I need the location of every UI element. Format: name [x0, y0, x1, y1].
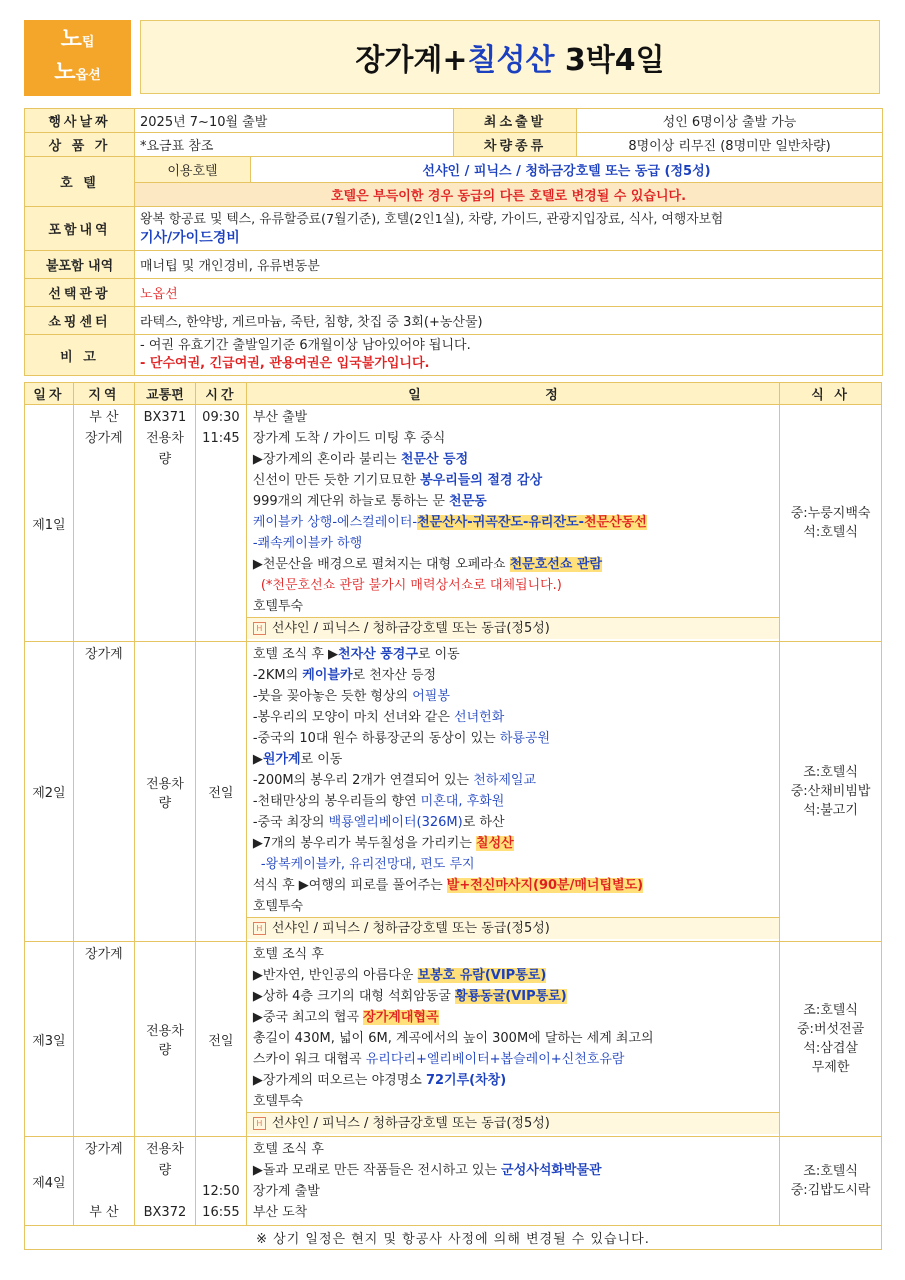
note-1: - 여권 유효기간 출발일기준 6개월이상 남아있어야 됩니다. — [140, 338, 471, 353]
hotel-icon: H — [253, 922, 266, 935]
flight: BX371 — [143, 410, 187, 425]
option-value: 노옵션 — [135, 279, 883, 307]
hotel-row: H 선샤인 / 피닉스 / 청하금강호텔 또는 동급(정5성) — [247, 617, 779, 639]
region: 장가계 — [85, 431, 123, 446]
schedule-table — [24, 382, 882, 1250]
page-title: 장가계+ 칠성산 3박4일 — [140, 20, 880, 94]
time: 12:50 — [202, 1184, 240, 1199]
time: 16:55 — [202, 1205, 240, 1220]
day-row — [25, 405, 882, 642]
hdr-date: 일자 — [25, 383, 74, 405]
time: 전일 — [195, 942, 246, 1137]
day-row — [25, 642, 882, 942]
incl-value-2: 기사/가이드경비 — [140, 229, 240, 246]
flight: BX372 — [143, 1205, 187, 1220]
itinerary: 부산 출발 장가계 도착 / 가이드 미팅 후 중식 ▶장가계의 혼이라 불리는 천문산 등정 신선이 만든 듯한 기기묘묘한 봉우리들의 절경 감상 999개의 계단위 하늘로 통하는 문 천문동 케이블카 상행-에스컬레이터-천문산사-귀곡잔도-유리잔도-천문산동선 -쾌속케이블카 하행 ▶천문산을 배경으로 펼쳐지는 대형 오페라쇼 천문호선쇼 관람 (*천문호선쇼 관람 불가시 매력상서쇼로 대체됩니다.) 호텔투숙 H 선샤인 / 피닉스 / 청하금강호텔 또는 동급(정5성) — [246, 405, 779, 642]
hdr-time: 시간 — [195, 383, 246, 405]
region: 부 산 — [89, 410, 119, 425]
meal: 조:호텔식 중:버섯전골 석:삼겹살 무제한 — [780, 942, 882, 1137]
time: 09:30 — [202, 410, 240, 425]
day-label: 제3일 — [25, 942, 74, 1137]
excl-value: 매너팁 및 개인경비, 유류변동분 — [135, 251, 883, 279]
region: 장가계 — [73, 642, 134, 942]
vehicle-label: 차량종류 — [454, 133, 577, 157]
meal: 중:누룽지백숙 석:호텔식 — [780, 405, 882, 642]
date-value: 2025년 7~10월 출발 — [135, 109, 454, 133]
excl-label: 불포함 내역 — [25, 251, 135, 279]
itinerary: 호텔 조식 후 ▶반자연, 반인공의 아름다운 보봉호 유람(VIP통로) ▶상하 4층 크기의 대형 석회암동굴 황룡동굴(VIP통로) ▶중국 최고의 협곡 장가계대협곡 총길이 430M, 넓이 6M, 계곡에서의 높이 300M에 달하는 세계 최고의 스카이 워크 대협곡 유리다리+엘리베이터+봅슬레이+신천호유람 ▶장가계의 떠오르는 야경명소 72기루(차창) 호텔투숙 H 선샤인 / 피닉스 / 청하금강호텔 또는 동급(정5성) — [246, 942, 779, 1137]
hotel-note: 호텔은 부득이한 경우 동급의 다른 호텔로 변경될 수 있습니다. — [135, 183, 883, 207]
hotel-icon: H — [253, 1117, 266, 1130]
itinerary: 호텔 조식 후 ▶돌과 모래로 만든 작품들은 전시하고 있는 군성사석화박물관 장가계 출발 부산 도착 — [246, 1137, 779, 1226]
logo: 노팁 노옵션 — [24, 20, 131, 96]
hotel-icon: H — [253, 622, 266, 635]
meal: 조:호텔식 중:김밥도시락 — [780, 1137, 882, 1226]
date-label: 행사날짜 — [25, 109, 135, 133]
transport: 전용차량 — [134, 642, 195, 942]
region: 장가계 — [85, 1142, 123, 1157]
incl-value: 왕복 항공료 및 텍스, 유류할증료(7월기준), 호텔(2인1실), 차량, 가이드, 관광지입장료, 식사, 여행자보험 — [140, 211, 724, 227]
footer-note: ※ 상기 일정은 현지 및 항공사 사정에 의해 변경될 수 있습니다. — [25, 1226, 882, 1250]
info-table — [24, 108, 883, 376]
hotel-row: H 선샤인 / 피닉스 / 청하금강호텔 또는 동급(정5성) — [247, 917, 779, 939]
shop-label: 쇼핑센터 — [25, 307, 135, 335]
day-row — [25, 1137, 882, 1226]
hotel-sub-label: 이용호텔 — [135, 157, 251, 183]
option-label: 선택관광 — [25, 279, 135, 307]
transport: 전용차량 — [146, 431, 184, 467]
transport: 전용차량 — [146, 1142, 184, 1178]
day-row — [25, 942, 882, 1137]
shop-value: 라텍스, 한약방, 게르마늄, 죽탄, 침향, 찻집 중 3회(+농산물) — [135, 307, 883, 335]
day-label: 제1일 — [25, 405, 74, 642]
hdr-transport: 교통편 — [134, 383, 195, 405]
time: 전일 — [195, 642, 246, 942]
hdr-meal: 식 사 — [780, 383, 882, 405]
itinerary: 호텔 조식 후 ▶천자산 풍경구로 이동 -2KM의 케이블카로 천자산 등정 -붓을 꽂아놓은 듯한 형상의 어필봉 -봉우리의 모양이 마치 선녀와 같은 선녀헌화 -중국의 10대 원수 하룡장군의 동상이 있는 하룡공원 ▶원가계로 이동 -200M의 봉우리 2개가 연결되어 있는 천하제일교 -천태만상의 봉우리들의 향연 미혼대, 후화원 -중국 최장의 백룡엘리베이터(326M)로 하산 ▶7개의 봉우리가 북두칠성을 가리키는 칠성산 -왕복케이블카, 유리전망대, 편도 루지 석식 후 ▶여행의 피로를 풀어주는 발+전신마사지(90분/매너팁별도) 호텔투숙 H 선샤인 / 피닉스 / 청하금강호텔 또는 동급(정5성) — [246, 642, 779, 942]
hdr-region: 지역 — [73, 383, 134, 405]
hotel-label: 호 텔 — [25, 157, 135, 207]
note-label: 비 고 — [25, 335, 135, 376]
min-label: 최소출발 — [454, 109, 577, 133]
note-2: - 단수여권, 긴급여권, 관용여권은 입국불가입니다. — [140, 356, 430, 371]
time: 11:45 — [202, 431, 240, 446]
incl-label: 포함내역 — [25, 207, 135, 251]
region: 부 산 — [89, 1205, 119, 1220]
hotel-row: H 선샤인 / 피닉스 / 청하금강호텔 또는 동급(정5성) — [247, 1112, 779, 1134]
min-value: 성인 6명이상 출발 가능 — [577, 109, 883, 133]
transport: 전용차량 — [134, 942, 195, 1137]
hotel-value: 선샤인 / 피닉스 / 청하금강호텔 또는 동급 (정5성) — [251, 157, 883, 183]
price-label: 상 품 가 — [25, 133, 135, 157]
day-label: 제4일 — [25, 1137, 74, 1226]
price-value: *요금표 참조 — [135, 133, 454, 157]
hdr-itinerary: 일 정 — [246, 383, 779, 405]
meal: 조:호텔식 중:산채비빔밥 석:불고기 — [780, 642, 882, 942]
region: 장가계 — [73, 942, 134, 1137]
vehicle-value: 8명이상 리무진 (8명미만 일반차량) — [577, 133, 883, 157]
day-label: 제2일 — [25, 642, 74, 942]
